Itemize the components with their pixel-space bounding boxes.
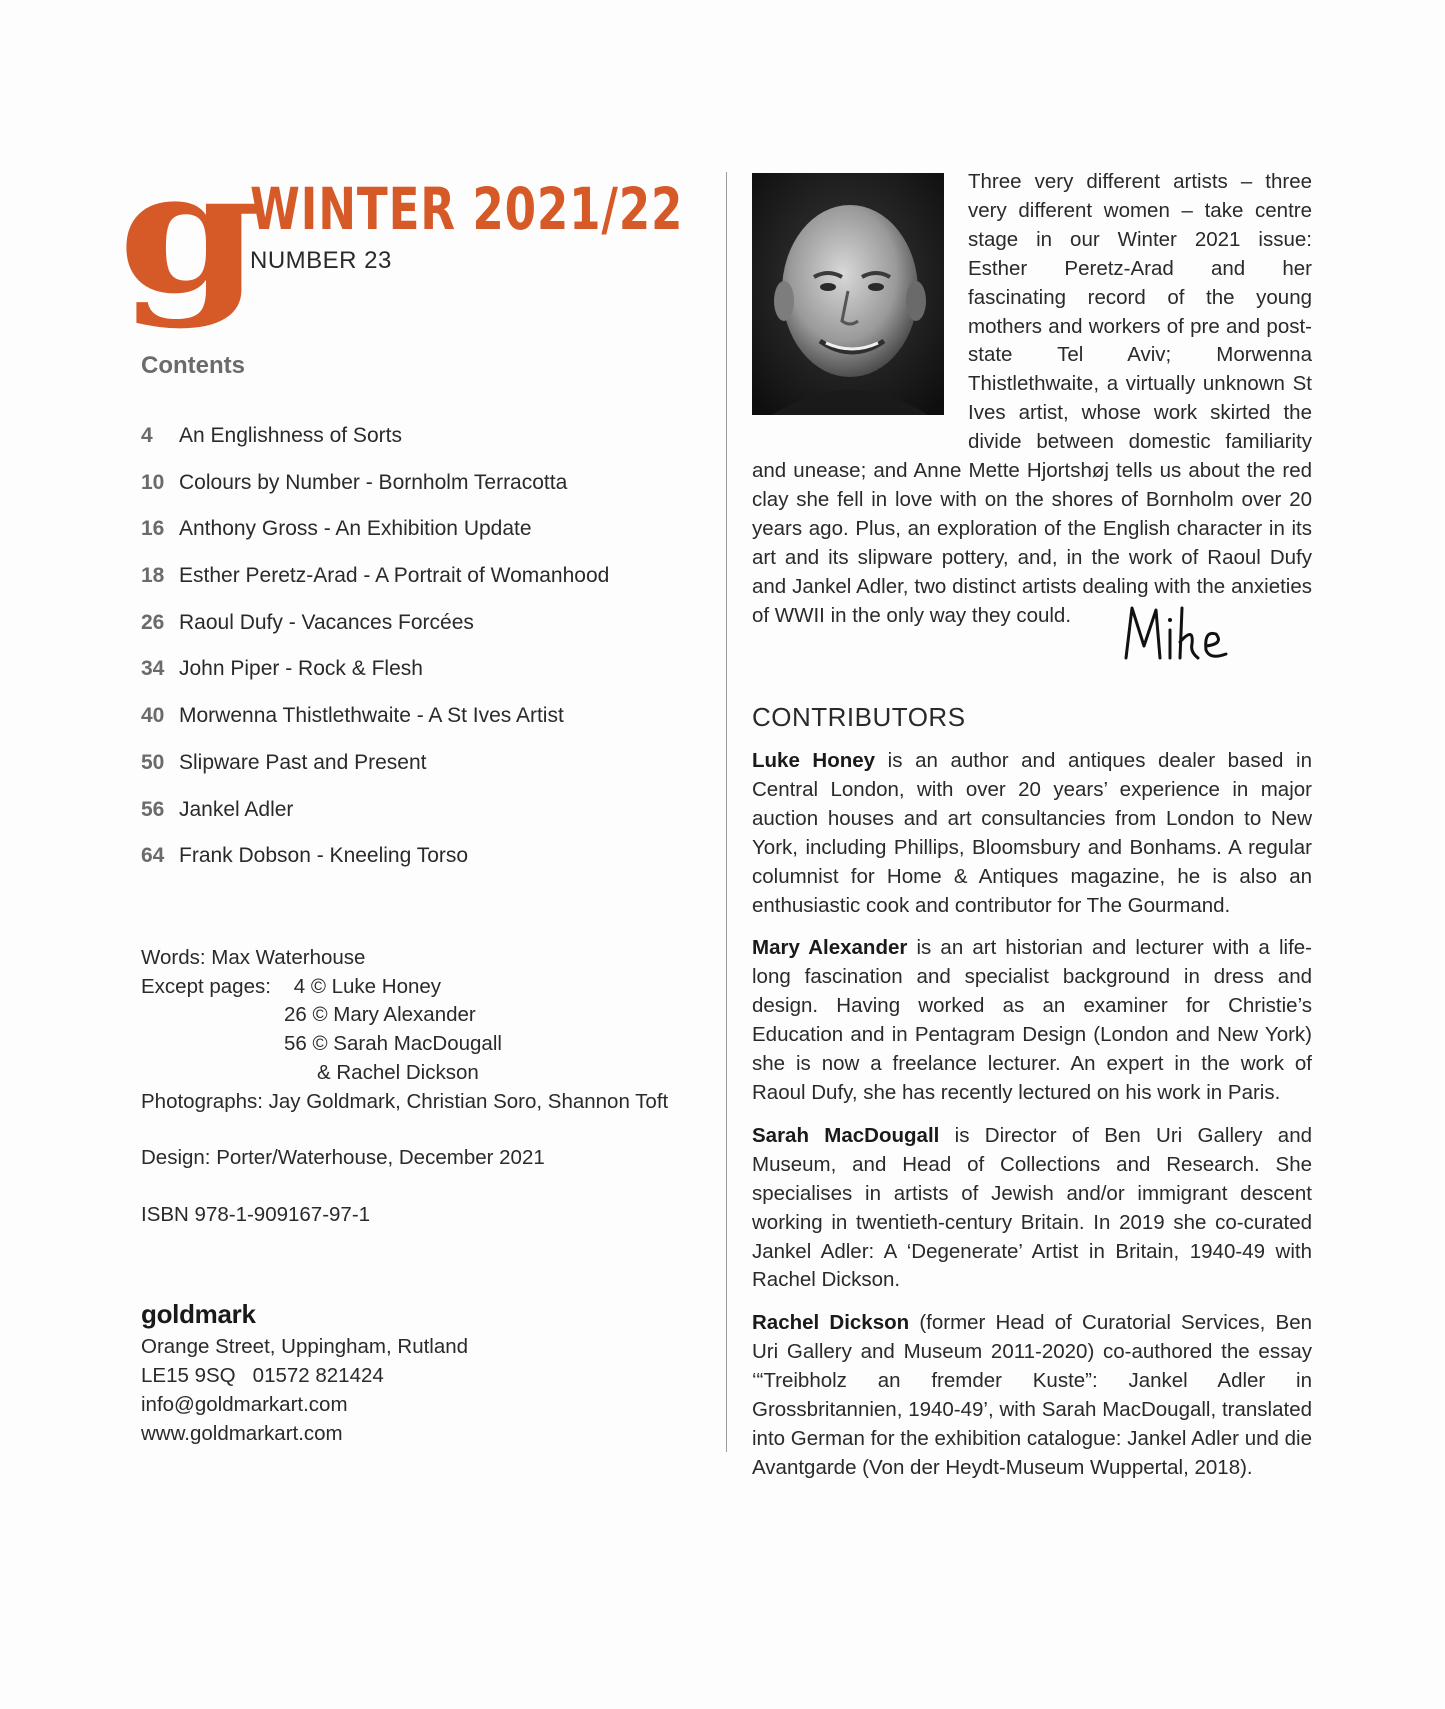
toc-title: An Englishness of Sorts: [179, 424, 402, 447]
contributors-heading: CONTRIBUTORS: [752, 702, 966, 732]
toc-title: Morwenna Thistlethwaite - A St Ives Artist: [179, 704, 564, 728]
table-of-contents: [141, 424, 701, 891]
toc-title: Jankel Adler: [179, 797, 294, 821]
toc-item[interactable]: [141, 424, 701, 471]
toc-title: Raoul Dufy - Vacances Forcées: [179, 610, 474, 634]
column-divider: [726, 172, 727, 1452]
contributor-name: Luke Honey: [752, 749, 876, 772]
credit-except-2: 26 © Mary Alexander: [284, 1003, 476, 1027]
publisher-website[interactable]: www.goldmarkart.com: [141, 1422, 343, 1445]
contributor-entry: [752, 1122, 1312, 1295]
spacer: [141, 1173, 701, 1201]
toc-page-number: 16: [141, 517, 165, 541]
publisher-name: goldmark: [141, 1299, 256, 1329]
toc-item[interactable]: [141, 611, 701, 658]
toc-item[interactable]: [141, 517, 701, 564]
toc-page-number: 34: [141, 657, 165, 681]
publisher-email[interactable]: info@goldmarkart.com: [141, 1393, 348, 1416]
toc-title: Colours by Number - Bornholm Terracotta: [179, 470, 568, 494]
toc-item[interactable]: [141, 844, 701, 891]
publisher-postcode-phone: LE15 9SQ 01572 821424: [141, 1364, 384, 1387]
toc-title: Frank Dobson - Kneeling Torso: [179, 844, 469, 868]
toc-title: Anthony Gross - An Exhibition Update: [179, 517, 532, 541]
publisher-address: Orange Street, Uppingham, Rutland: [141, 1335, 469, 1358]
toc-item[interactable]: [141, 704, 701, 751]
goldmark-logo-g: g: [118, 133, 257, 331]
toc-page-number: 4: [141, 424, 153, 447]
editorial-body: Three very different artists – three very different women – take centre stage in our Winter 2021 issue: Esther Peretz-Arad and her fascinating record of the young mothers and workers of pre and post-state Tel Aviv; Morwenna Thistlethwaite, a virtually unknown St Ives artist, whose work skirted the divide between domestic familiarity and unease; and Anne Mette Hjortshøj tells us about the red clay she fell in love with on the shores of Bornholm over 20 years ago. Plus, an exploration of the English character in its art and its slipware pottery, and, in the work of Raoul Dufy and Jankel Adler, two distinct artists dealing with the anxieties of WWII in the only way they could.: [752, 170, 1312, 627]
contributor-entry: [752, 747, 1312, 920]
contributors-list: [752, 747, 1312, 1497]
spacer: [141, 1116, 701, 1144]
contributor-entry: [752, 1309, 1312, 1482]
toc-page-number: 56: [141, 797, 165, 821]
credit-design: Design: Porter/Waterhouse, December 2021: [141, 1146, 545, 1170]
credit-except-3: 56 © Sarah MacDougall: [284, 1032, 502, 1056]
toc-title: John Piper - Rock & Flesh: [179, 657, 423, 681]
credit-isbn: ISBN 978-1-909167-97-1: [141, 1202, 371, 1226]
contributor-name: Sarah MacDougall: [752, 1123, 940, 1147]
toc-page-number: 40: [141, 704, 165, 728]
toc-item[interactable]: [141, 798, 701, 845]
toc-page-number: 26: [141, 610, 165, 634]
issue-title: WINTER 2021/22: [250, 175, 684, 243]
credit-photographs: Photographs: Jay Goldmark, Christian Soro, Shannon Toft: [141, 1089, 669, 1113]
editor-signature-mike: [1120, 600, 1230, 670]
credits-block: [141, 944, 701, 1230]
editor-portrait-photo: [752, 173, 944, 415]
contributor-bio: is an art historian and lecturer with a life-long fascination and specialist background in dress and design. Having worked as an examiner for Christie’s Education and in Pentagram Design (London and New York) she is now a freelance lecturer. An expert in the work of Raoul Dufy, she has recently lectured on his work in Paris.: [752, 936, 1312, 1104]
contributor-bio: is Director of Ben Uri Gallery and Museum, and Head of Collections and Research. She specialises in artists of Jewish and/or immigrant descent working in twentieth-century Britain. In 2019 she co-curated Jankel Adler: A ‘Degenerate’ Artist in Britain, 1940-49 with Rachel Dickson.: [752, 1123, 1313, 1292]
toc-page-number: 10: [141, 470, 165, 494]
contributor-bio: is an author and antiques dealer based in Central London, with over 20 years’ experience in major auction houses and art consultancies from London to New York, including Phillips, Bloomsbury and Bonhams. A regular columnist for Home & Antiques magazine, he is also an enthusiastic cook and contributor for The Gourmand.: [752, 749, 1312, 917]
contents-heading: Contents: [141, 352, 245, 379]
contributor-bio: (former Head of Curatorial Services, Ben Uri Gallery and Museum 2011-2020) co-authored the essay ‘“Treibholz an fremder Kuste”: Jankel Adler in Grossbritannien, 1940-49’, with Sarah MacDougall, translated into German for the exhibition catalogue: Jankel Adler und die Avantgarde (Von der Heydt-Museum Wuppertal, 2018).: [752, 1311, 1312, 1479]
contributor-name: Mary Alexander: [752, 936, 908, 960]
credit-except-row: [141, 973, 701, 1002]
publisher-block: [141, 1298, 701, 1448]
issue-number: NUMBER 23: [250, 247, 392, 274]
toc-title: Esther Peretz-Arad - A Portrait of Womanhood: [179, 564, 610, 588]
toc-item[interactable]: [141, 471, 701, 518]
contributor-name: Rachel Dickson: [752, 1311, 910, 1335]
credit-except-4: & Rachel Dickson: [317, 1060, 479, 1084]
toc-page-number: 50: [141, 750, 165, 774]
contributor-entry: [752, 934, 1312, 1107]
toc-item[interactable]: [141, 751, 701, 798]
credit-words: Words: Max Waterhouse: [141, 946, 366, 969]
credit-except-1: 4 © Luke Honey: [293, 974, 442, 998]
toc-item[interactable]: [141, 564, 701, 611]
credit-except-label: Except pages:: [141, 974, 271, 998]
toc-item[interactable]: [141, 657, 701, 704]
toc-page-number: 18: [141, 564, 165, 588]
toc-page-number: 64: [141, 844, 165, 868]
toc-title: Slipware Past and Present: [179, 750, 427, 774]
